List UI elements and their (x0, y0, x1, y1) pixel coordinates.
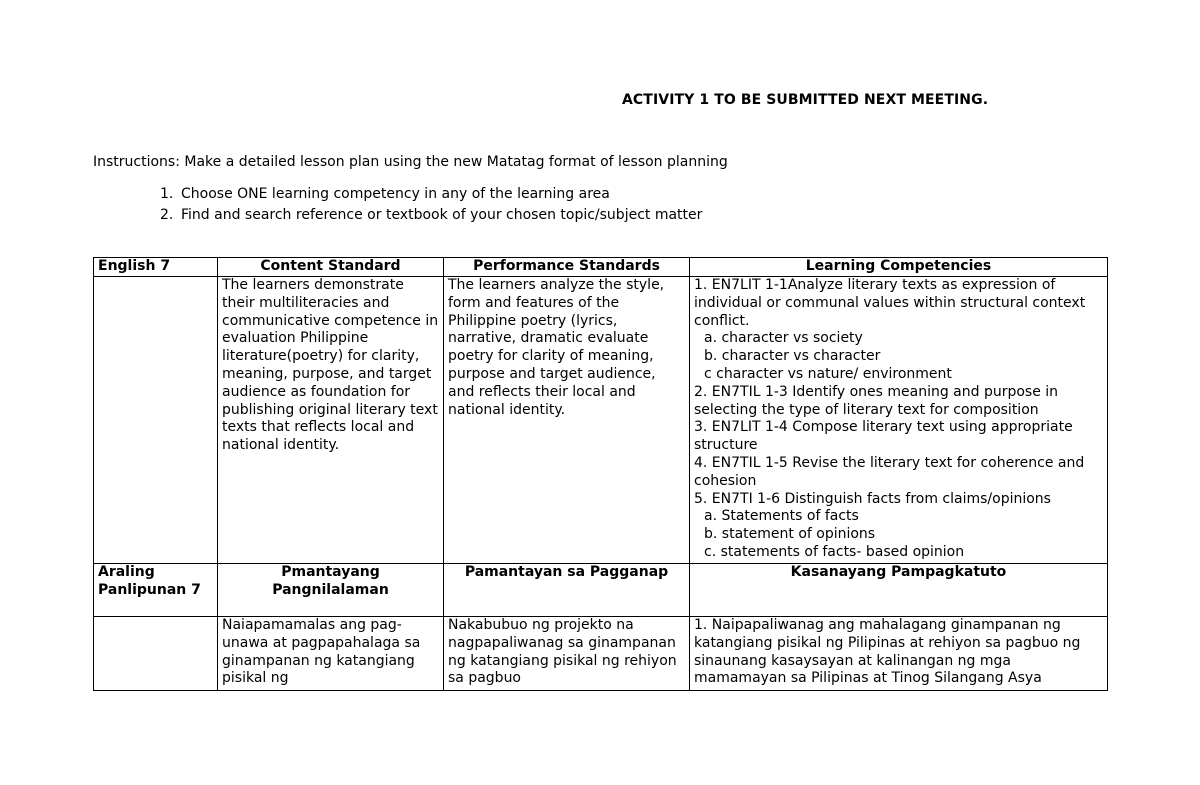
competency-item: 5. EN7TI 1-6 Distinguish facts from claims/opinions (694, 490, 1051, 507)
competencies-list (694, 277, 1103, 562)
step-number: 1. (160, 186, 174, 202)
learning-competencies-cell: 1. Naipapaliwanag ang mahalagang ginampanan ng katangiang pisikal ng Pilipinas at rehiyon sa pagbuo ng sinaunang kasaysayan at kalinangan ng mga mamamayan sa Pilipinas at Tinog Silangang Asya (690, 617, 1108, 691)
empty-cell (94, 617, 218, 691)
table-row (94, 617, 1108, 691)
activity-title: ACTIVITY 1 TO BE SUBMITTED NEXT MEETING. (622, 92, 989, 108)
subject-header-cell: English 7 (94, 258, 218, 277)
content-standard-cell: Naiapamamalas ang pag-unawa at pagpapahalaga sa ginampanan ng katangiang pisikal ng (218, 617, 444, 691)
competency-item: 1. EN7LIT 1-1Analyze literary texts as expression of individual or communal values within structural context conflict. (694, 277, 1086, 329)
competency-item: 2. EN7TIL 1-3 Identify ones meaning and purpose in selecting the type of literary text for composition (694, 383, 1059, 418)
competency-item: c. statements of facts- based opinion (704, 543, 965, 560)
step-number: 2. (160, 207, 174, 223)
performance-standards-cell: Nakabubuo ng projekto na nagpapaliwanag sa ginampanan ng katangiang pisikal ng rehiyon sa pagbuo (444, 617, 690, 691)
table-row (94, 258, 1108, 277)
empty-cell (94, 277, 218, 564)
competency-item: 3. EN7LIT 1-4 Compose literary text using appropriate structure (694, 419, 1073, 454)
step-text: Choose ONE learning competency in any of the learning area (181, 186, 610, 202)
content-standard-header: Pmantayang Pangnilalaman (218, 564, 444, 617)
table-row (94, 277, 1108, 564)
competency-item: b. character vs character (704, 348, 881, 365)
competency-item: 4. EN7TIL 1-5 Revise the literary text for coherence and cohesion (694, 454, 1085, 489)
competency-item: a. Statements of facts (704, 508, 859, 525)
performance-standards-header: Pamantayan sa Pagganap (444, 564, 690, 617)
subject-header-cell: Araling Panlipunan 7 (94, 564, 218, 617)
standards-table (93, 257, 1108, 691)
learning-competencies-header: Learning Competencies (690, 258, 1108, 277)
performance-standards-header: Performance Standards (444, 258, 690, 277)
step-text: Find and search reference or textbook of your chosen topic/subject matter (181, 207, 703, 223)
instructions-text: Instructions: Make a detailed lesson plan using the new Matatag format of lesson planning (93, 154, 728, 170)
competency-item: b. statement of opinions (704, 526, 876, 543)
learning-competencies-header: Kasanayang Pampagkatuto (690, 564, 1108, 617)
content-standard-header: Content Standard (218, 258, 444, 277)
competency-item: c character vs nature/ environment (704, 365, 952, 382)
competency-item: a. character vs society (704, 330, 863, 347)
content-standard-cell: The learners demonstrate their multiliteracies and communicative competence in evaluation Philippine literature(poetry) for clarity, meaning, purpose, and target audience as foundation for publishing original literary text texts that reflects local and national identity. (218, 277, 444, 564)
table-row (94, 564, 1108, 617)
learning-competencies-cell (690, 277, 1108, 564)
performance-standards-cell: The learners analyze the style, form and features of the Philippine poetry (lyrics, narrative, dramatic evaluate poetry for clarity of meaning, purpose and target audience, and reflects their local and national identity. (444, 277, 690, 564)
